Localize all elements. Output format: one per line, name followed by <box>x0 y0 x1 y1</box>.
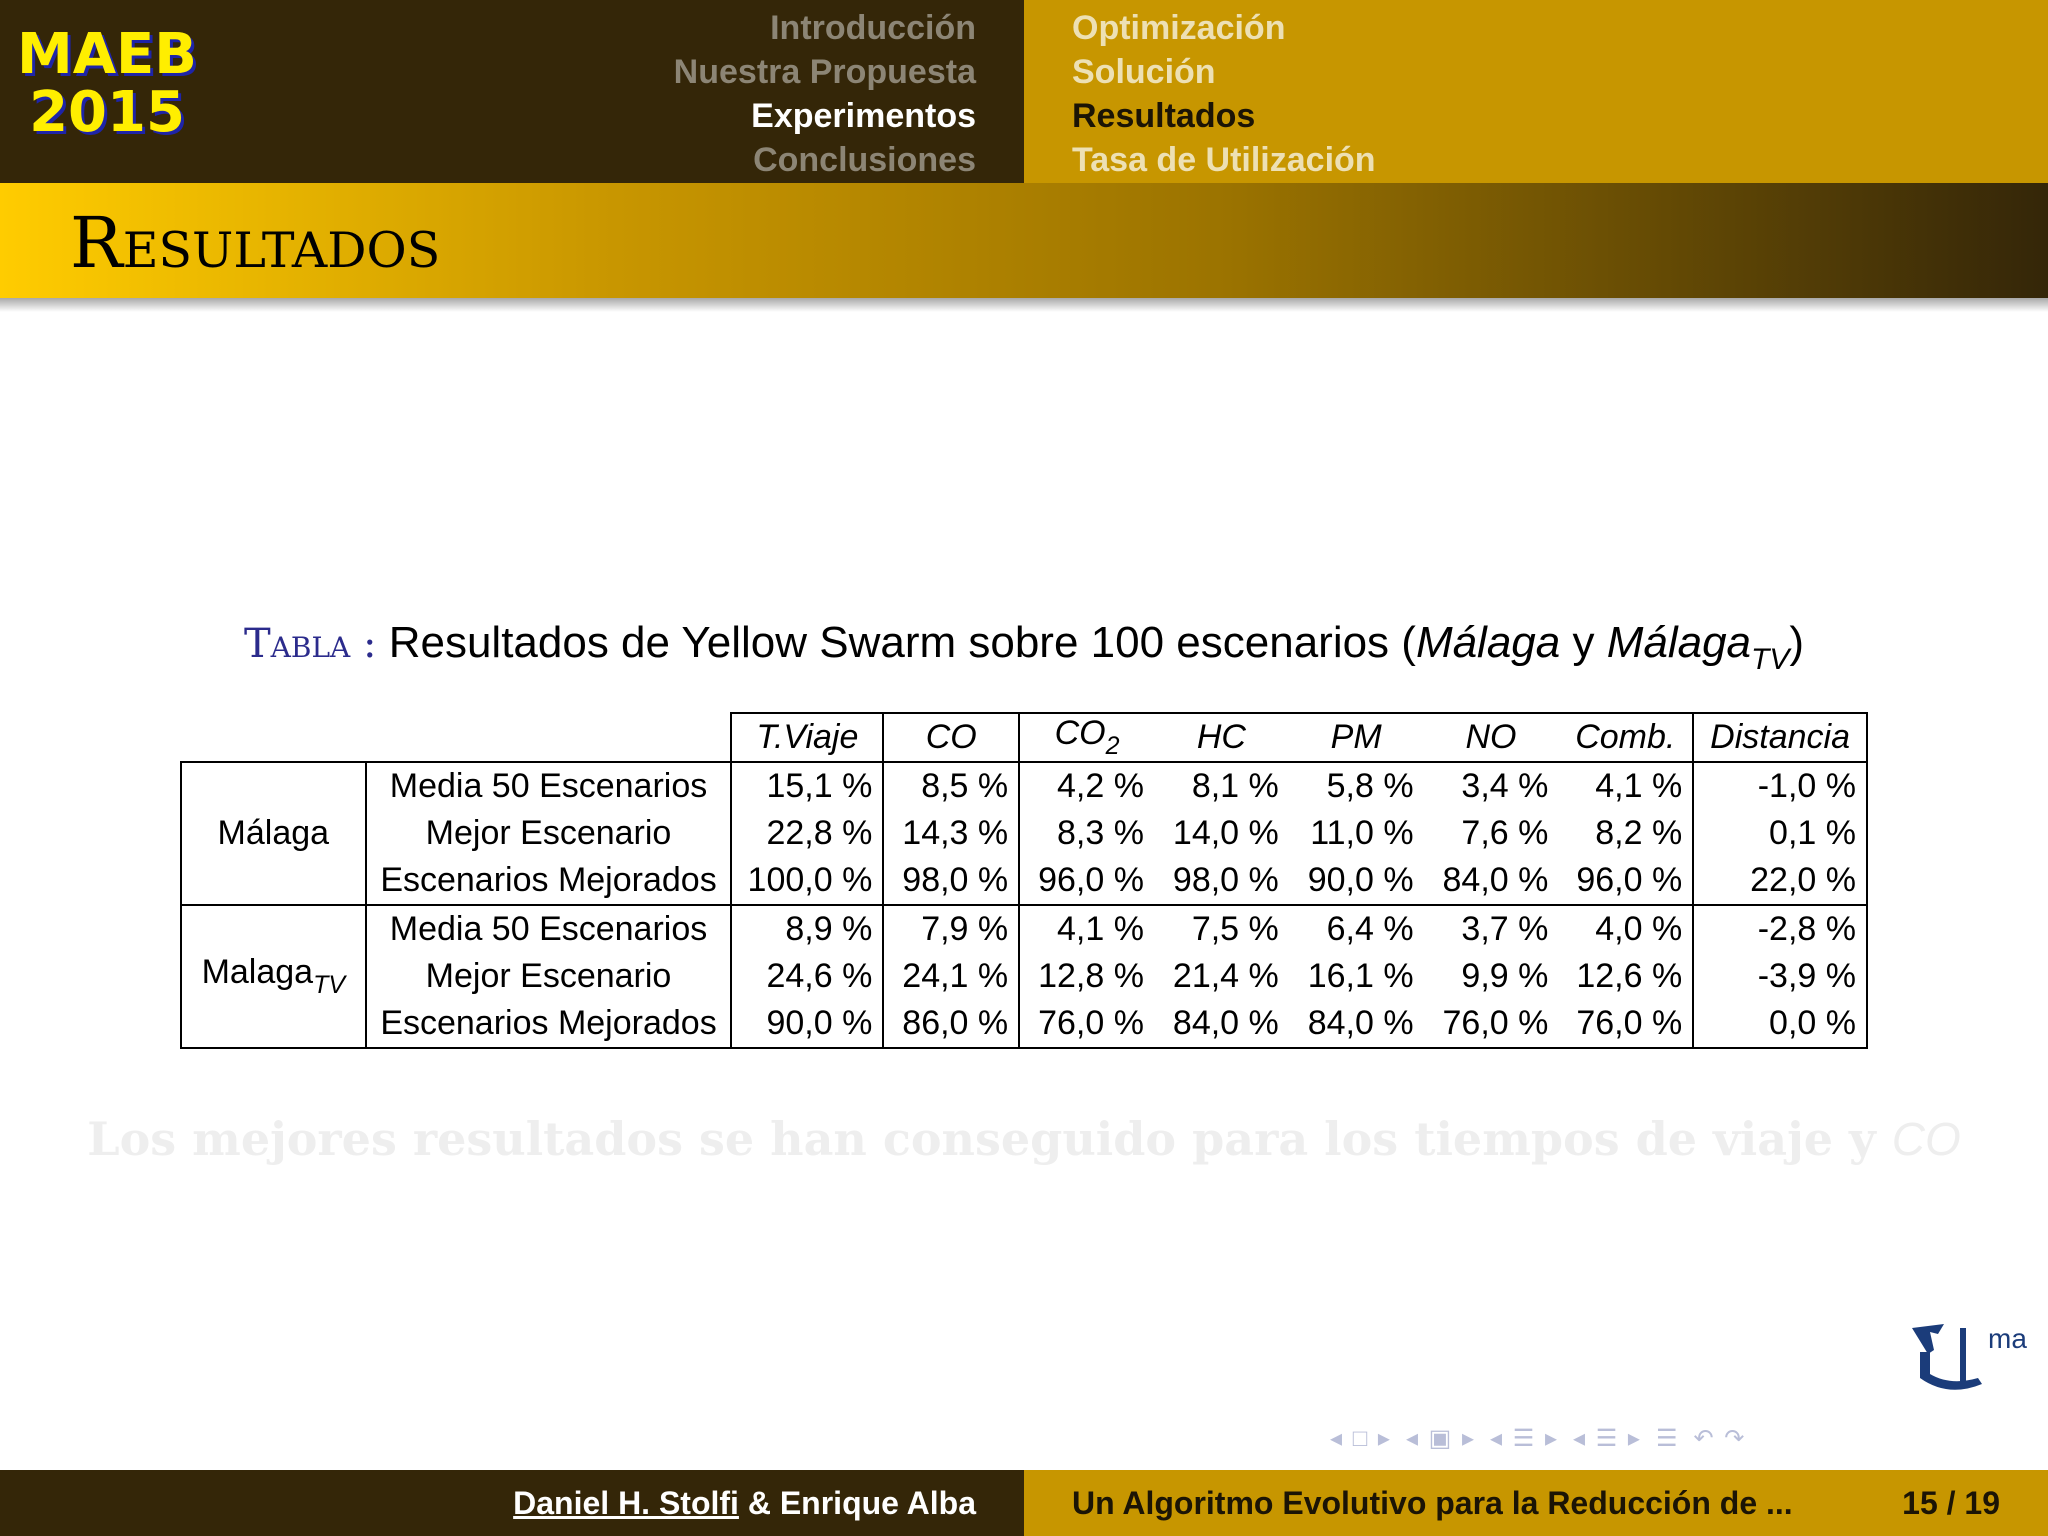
nav-item-tasa[interactable]: Tasa de Utilización <box>1072 141 1376 179</box>
table-cell: 8,3 % <box>1057 814 1144 852</box>
page-number: 15 / 19 <box>1902 1485 2000 1521</box>
table-cell: 7,5 % <box>1154 905 1289 953</box>
table-cell: 0,1 % <box>1693 810 1867 857</box>
table-cell: 8,5 % <box>883 762 1019 810</box>
footer-authors <box>513 1470 1024 1536</box>
uma-logo-text: ma <box>1988 1323 2027 1354</box>
caption-text: Resultados de Yellow Swarm sobre 100 escenarios ( <box>388 618 1416 667</box>
table-row <box>181 810 1867 857</box>
table-header-row <box>181 713 1867 762</box>
header-comb: Comb. <box>1558 713 1693 762</box>
table-cell: 15,1 % <box>731 762 883 810</box>
group-name: Malaga <box>201 953 314 991</box>
table-cell: 3,7 % <box>1424 905 1559 953</box>
faded-conclusion <box>0 1112 2048 1166</box>
nav-back-icon[interactable]: ↶ ↷ <box>1693 1425 1747 1452</box>
table-cell: 4,2 % <box>1019 762 1154 810</box>
table-cell: 14,0 % <box>1172 814 1279 852</box>
table-cell: 11,0 % <box>1310 814 1414 852</box>
table-cell: 98,0 % <box>883 857 1019 905</box>
table-cell: 22,0 % <box>1693 857 1867 905</box>
table-cell: 12,8 % <box>1038 957 1144 995</box>
table-cell: 7,9 % <box>883 905 1019 953</box>
row-label: Mejor Escenario <box>366 953 732 1000</box>
header-co: CO <box>883 713 1019 762</box>
row-label: Mejor Escenario <box>366 810 732 857</box>
caption-label: Tabla : <box>243 621 377 667</box>
table-cell: 14,3 % <box>883 810 1019 857</box>
table-cell: 8,9 % <box>731 905 883 953</box>
nav-frame-icon[interactable]: ◂ □ ▸ <box>1330 1425 1392 1452</box>
table-cell: 16,1 % <box>1307 957 1414 995</box>
table-cell: 5,8 % <box>1289 762 1424 810</box>
table-cell: 90,0 % <box>1289 857 1424 905</box>
header-hc: HC <box>1154 713 1289 762</box>
header-pm: PM <box>1289 713 1424 762</box>
caption-city2-sub: TV <box>1751 643 1790 676</box>
author-link[interactable]: Daniel H. Stolfi <box>513 1485 739 1521</box>
beamer-nav-symbols <box>1330 1424 1760 1453</box>
caption-city: Málaga <box>1415 618 1561 667</box>
nav-section-icon[interactable]: ◂ ☰ ▸ <box>1490 1425 1559 1452</box>
nav-item-experimentos[interactable]: Experimentos <box>751 97 976 135</box>
table-cell: 76,0 % <box>1558 1000 1693 1048</box>
table-cell: 84,0 % <box>1424 857 1559 905</box>
nav-search-icon[interactable]: ☰ <box>1655 1425 1680 1452</box>
nav-subsection-icon[interactable]: ◂ ▣ ▸ <box>1405 1425 1477 1452</box>
faded-main: Los mejores resultados se han conseguido para los tiempos de viaje y <box>87 1112 1892 1166</box>
table-cell: 4,1 % <box>1019 905 1154 953</box>
table-cell: 0,0 % <box>1693 1000 1867 1048</box>
table-cell: 4,0 % <box>1558 905 1693 953</box>
faded-tail: CO <box>1891 1113 1961 1165</box>
row-label: Media 50 Escenarios <box>366 905 732 953</box>
table-cell: 84,0 % <box>1154 1000 1289 1048</box>
logo-line1: MAEB <box>16 22 197 87</box>
empty-header-cell <box>181 713 366 762</box>
table-cell: 90,0 % <box>731 1000 883 1048</box>
nav-item-introduccion[interactable]: Introducción <box>770 9 976 47</box>
nav-item-optimizacion[interactable]: Optimización <box>1072 9 1286 47</box>
row-label: Escenarios Mejorados <box>366 1000 732 1048</box>
table-cell: 3,4 % <box>1424 762 1559 810</box>
table-cell: 98,0 % <box>1154 857 1289 905</box>
table-cell: 6,4 % <box>1289 905 1424 953</box>
table-cell: 24,6 % <box>731 953 883 1000</box>
group-name: Málaga <box>217 814 330 852</box>
table-cell: 9,9 % <box>1461 957 1549 995</box>
table-cell: 4,1 % <box>1558 762 1693 810</box>
header-tviaje: T.Viaje <box>731 713 883 762</box>
row-label: Escenarios Mejorados <box>366 857 732 905</box>
table-cell: 76,0 % <box>1019 1000 1154 1048</box>
subsection-nav <box>1072 6 1376 182</box>
table-cell: -1,0 % <box>1693 762 1867 810</box>
group-label <box>181 762 366 905</box>
nav-item-solucion[interactable]: Solución <box>1072 53 1216 91</box>
table-cell: 8,1 % <box>1154 762 1289 810</box>
table-cell: -3,9 % <box>1693 953 1867 1000</box>
section-nav <box>674 6 1024 182</box>
table-cell: -2,8 % <box>1693 905 1867 953</box>
logo-line2: 2015 <box>29 80 185 145</box>
nav-item-conclusiones[interactable]: Conclusiones <box>753 141 976 179</box>
table-caption <box>0 615 2048 688</box>
header-co2-sub: 2 <box>1105 732 1120 760</box>
table-cell: 86,0 % <box>883 1000 1019 1048</box>
nav-section-icon[interactable]: ◂ ☰ ▸ <box>1573 1425 1642 1452</box>
table-cell: 100,0 % <box>731 857 883 905</box>
nav-item-resultados[interactable]: Resultados <box>1072 97 1256 135</box>
empty-header-cell <box>366 713 732 762</box>
table-row <box>181 762 1867 810</box>
title-bar-shadow <box>0 298 2048 312</box>
table-cell: 24,1 % <box>883 953 1019 1000</box>
caption-conj: y <box>1560 618 1607 667</box>
table-row <box>181 857 1867 905</box>
footer <box>0 1470 2048 1536</box>
header-co2-text: CO <box>1054 714 1106 752</box>
caption-city2: Málaga <box>1606 618 1752 667</box>
table-body <box>181 762 1867 1048</box>
table-row <box>181 905 1867 953</box>
group-name-sub: TV <box>313 971 346 999</box>
table-cell: 8,2 % <box>1558 810 1693 857</box>
header-distancia: Distancia <box>1693 713 1867 762</box>
table-row <box>181 953 1867 1000</box>
footer-title: Un Algoritmo Evolutivo para la Reducción de ... <box>1072 1485 1793 1521</box>
authors-rest: & Enrique Alba <box>738 1485 976 1521</box>
caption-close: ) <box>1789 618 1805 667</box>
nav-item-propuesta[interactable]: Nuestra Propuesta <box>673 53 976 91</box>
row-label: Media 50 Escenarios <box>366 762 732 810</box>
header <box>0 0 2048 183</box>
table-cell: 76,0 % <box>1424 1000 1559 1048</box>
frame-title: Resultados <box>70 202 441 284</box>
table-cell: 12,6 % <box>1558 953 1693 1000</box>
conference-logo <box>12 22 202 145</box>
group-label <box>181 905 366 1048</box>
results-table <box>180 712 1868 1049</box>
table-cell: 84,0 % <box>1289 1000 1424 1048</box>
table-cell: 96,0 % <box>1558 857 1693 905</box>
header-co2 <box>1019 713 1154 762</box>
uma-logo-icon <box>1908 1320 2038 1410</box>
table-row <box>181 1000 1867 1048</box>
table-cell: 22,8 % <box>731 810 883 857</box>
table-cell: 96,0 % <box>1019 857 1154 905</box>
header-no: NO <box>1424 713 1559 762</box>
table-cell: 21,4 % <box>1172 957 1279 995</box>
table-cell: 7,6 % <box>1461 814 1549 852</box>
